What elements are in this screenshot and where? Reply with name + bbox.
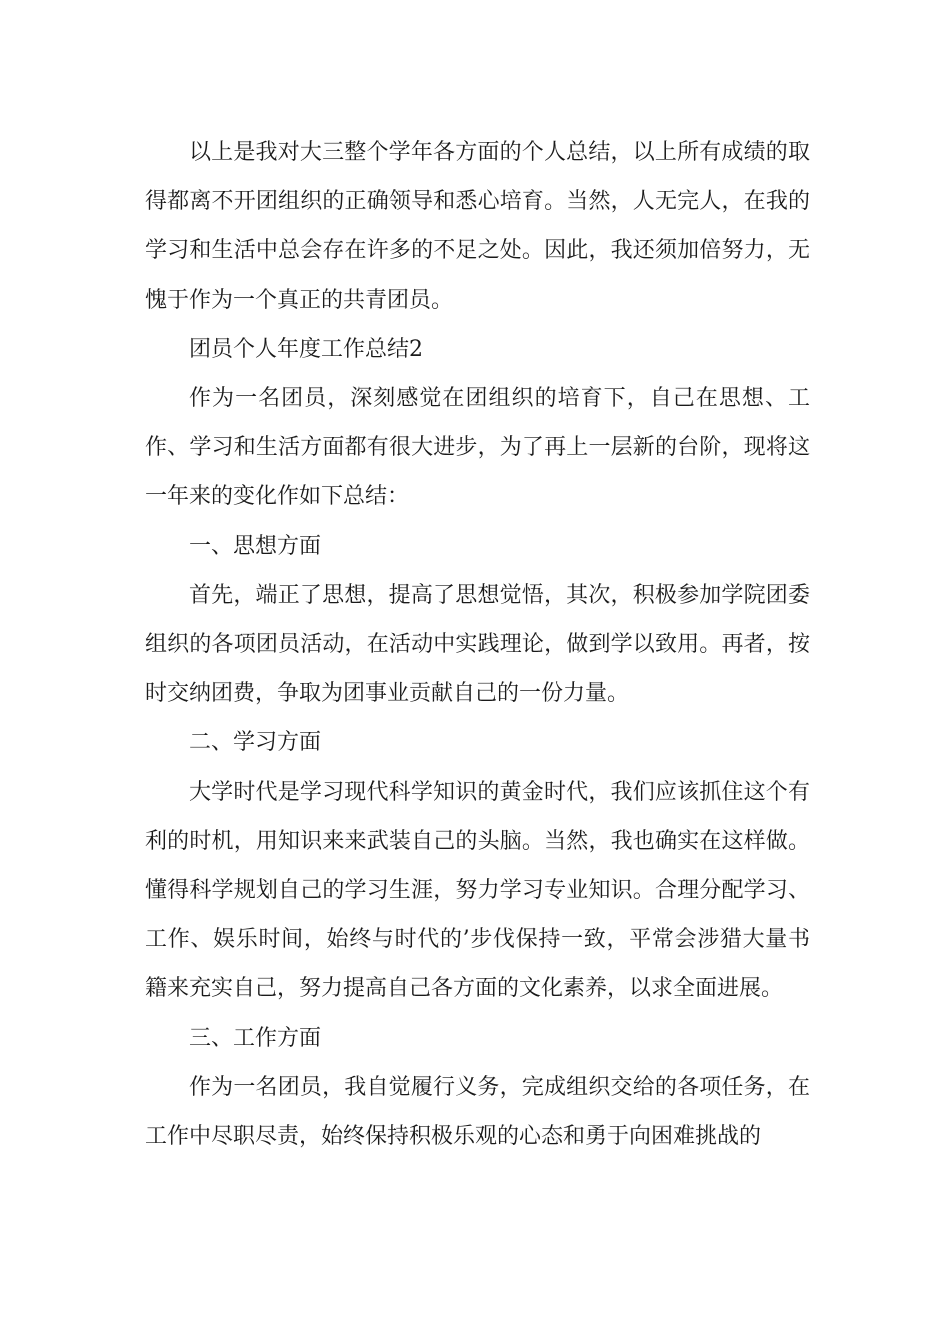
paragraph-conclusion: 以上是我对大三整个学年各方面的个人总结，以上所有成绩的取得都离不开团组织的正确领导和悉心培育。当然，人无完人，在我的学习和生活中总会存在许多的不足之处。因此，我还须加倍努力，无愧于作为一个真正的共青团员。 — [145, 140, 810, 313]
paragraph-study: 大学时代是学习现代科学知识的黄金时代，我们应该抓住这个有利的时机，用知识来来武装自己的头脑。当然，我也确实在这样做。懂得科学规划自己的学习生涯，努力学习专业知识。合理分配学习、工作、娱乐时间，始终与时代的’步伐保持一致，平常会涉猎大量书籍来充实自己，努力提高自己各方面的文化素养，以求全面进展。 — [145, 779, 810, 1002]
document-body — [145, 128, 810, 1161]
heading-study: 二、学习方面 — [189, 730, 322, 756]
heading-thought: 一、思想方面 — [189, 533, 322, 559]
paragraph-intro: 作为一名团员，深刻感觉在团组织的培育下，自己在思想、工作、学习和生活方面都有很大进步，为了再上一层新的台阶，现将这一年来的变化作如下总结： — [145, 386, 810, 510]
paragraph-thought: 首先，端正了思想，提高了思想觉悟，其次，积极参加学院团委组织的各项团员活动，在活动中实践理论，做到学以致用。再者，按时交纳团费，争取为团事业贡献自己的一份力量。 — [145, 582, 810, 707]
heading-work: 三、工作方面 — [189, 1025, 322, 1051]
paragraph-work: 作为一名团员，我自觉履行义务，完成组织交给的各项任务，在工作中尽职尽责，始终保持积极乐观的心态和勇于向困难挑战的 — [145, 1074, 810, 1150]
section-title: 团员个人年度工作总结2 — [189, 336, 423, 362]
